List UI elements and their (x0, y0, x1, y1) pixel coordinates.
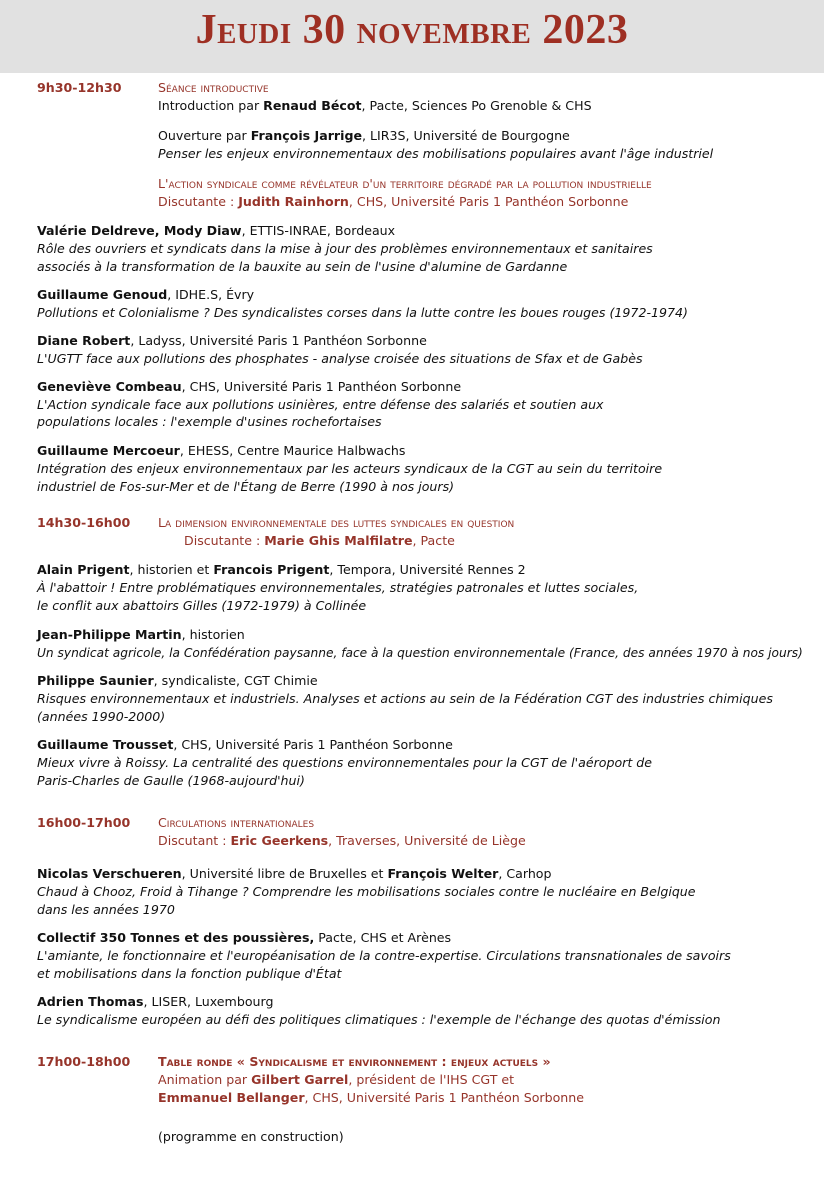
talk-title: populations locales : l'exemple d'usines rochefortaises (37, 414, 382, 429)
speaker-name: Geneviève Combeau (37, 379, 182, 394)
speaker-name: Francois Prigent (213, 562, 330, 577)
discussant-line (158, 193, 628, 211)
speaker-name: Adrien Thomas (37, 994, 144, 1009)
speaker-affiliation: , Carhop (498, 866, 552, 881)
speaker-name: Diane Robert (37, 333, 131, 348)
talk-title: industriel de Fos-sur-Mer et de l'Étang de Berre (1990 à nos jours) (37, 479, 455, 494)
moderator-name: Gilbert Garrel (251, 1072, 349, 1087)
moderator-line (158, 1089, 584, 1107)
talk-title: associés à la transformation de la bauxite au sein de l'usine d'alumine de Gardanne (37, 259, 568, 274)
speaker-name: Philippe Saunier (37, 673, 154, 688)
speaker-line (37, 442, 405, 460)
intro-line (158, 97, 592, 115)
speaker-name: Collectif 350 Tonnes et des poussières, (37, 930, 315, 945)
speaker-line (37, 865, 552, 883)
speaker-name: Renaud Bécot (263, 98, 362, 113)
session-time: 9h30-12h30 (37, 80, 122, 95)
talk-title: et mobilisations dans la fonction publique d'État (37, 966, 342, 981)
speaker-affiliation: , ETTIS-INRAE, Bordeaux (241, 223, 396, 238)
speaker-affiliation: , Ladyss, Université Paris 1 Panthéon Sorbonne (130, 333, 427, 348)
moderator-line (158, 1071, 514, 1089)
speaker-affiliation: , historien et (129, 562, 214, 577)
speaker-line (37, 672, 318, 690)
speaker-affiliation: , LISER, Luxembourg (143, 994, 274, 1009)
speaker-affiliation: , Pacte, Sciences Po Grenoble & CHS (361, 98, 592, 113)
talk-title: Chaud à Chooz, Froid à Tihange ? Comprendre les mobilisations sociales contre le nucléaire en Belgique (37, 884, 696, 899)
speaker-affiliation: , LIR3S, Université de Bourgogne (362, 128, 570, 143)
speaker-line (37, 626, 245, 644)
speaker-affiliation: , CHS, Université Paris 1 Panthéon Sorbonne (181, 379, 462, 394)
discussant-name: Judith Rainhorn (238, 194, 349, 209)
discussant-line (184, 532, 455, 550)
speaker-affiliation: Pacte, CHS et Arènes (314, 930, 452, 945)
speaker-affiliation: , Université libre de Bruxelles et (181, 866, 388, 881)
speaker-affiliation: , Tempora, Université Rennes 2 (329, 562, 526, 577)
theme-heading: La dimension environnementale des luttes syndicales en question (158, 515, 515, 530)
talk-title: Pollutions et Colonialisme ? Des syndicalistes corses dans la lutte contre les boues rouges (1972-1974) (37, 305, 688, 320)
talk-title: le conflit aux abattoirs Gilles (1972-1979) à Collinée (37, 598, 367, 613)
talk-title: L'Action syndicale face aux pollutions usinières, entre défense des salariés et soutien aux (37, 397, 604, 412)
speaker-affiliation: , IDHE.S, Évry (167, 287, 255, 302)
speaker-name: Guillaume Genoud (37, 287, 168, 302)
page-title: Jeudi 30 novembre 2023 (195, 7, 629, 53)
session-time: 14h30-16h00 (37, 515, 131, 530)
talk-title: L'UGTT face aux pollutions des phosphates - analyse croisée des situations de Sfax et de Gabès (37, 351, 643, 366)
talk-title: (années 1990-2000) (37, 709, 166, 724)
speaker-name: Guillaume Mercoeur (37, 443, 180, 458)
theme-heading: L'action syndicale comme révélateur d'un territoire dégradé par la pollution industrielle (158, 176, 652, 191)
speaker-affiliation: , syndicaliste, CGT Chimie (153, 673, 318, 688)
discussant-name: Eric Geerkens (230, 833, 329, 848)
moderator-affiliation: , président de l'IHS CGT et (348, 1072, 515, 1087)
talk-title: Risques environnementaux et industriels. Analyses et actions au sein de la Fédération CGT des industries chimiques (37, 691, 773, 706)
opening-prefix: Ouverture par (158, 128, 251, 143)
speaker-name: François Jarrige (250, 128, 363, 143)
discussant-prefix: Discutante : (158, 194, 239, 209)
moderator-name: Emmanuel Bellanger (158, 1090, 305, 1105)
talk-title: Rôle des ouvriers et syndicats dans la mise à jour des problèmes environnementaux et sanitaires (37, 241, 653, 256)
discussant-name: Marie Ghis Malfilatre (264, 533, 413, 548)
speaker-line (37, 736, 453, 754)
speaker-line (37, 222, 395, 240)
speaker-affiliation: , CHS, Université Paris 1 Panthéon Sorbonne (173, 737, 453, 752)
discussant-affiliation: , CHS, Université Paris 1 Panthéon Sorbonne (348, 194, 629, 209)
discussant-prefix: Discutant : (158, 833, 231, 848)
speaker-name: Alain Prigent (37, 562, 130, 577)
speaker-line (37, 561, 526, 579)
theme-heading: Circulations internationales (158, 815, 315, 830)
speaker-affiliation: , historien (181, 627, 245, 642)
moderator-affiliation: , CHS, Université Paris 1 Panthéon Sorbonne (304, 1090, 585, 1105)
discussant-affiliation: , Pacte (412, 533, 455, 548)
speaker-line (37, 332, 427, 350)
speaker-line (37, 378, 461, 396)
speaker-line (37, 993, 273, 1011)
talk-title: Penser les enjeux environnementaux des mobilisations populaires avant l'âge industriel (158, 146, 714, 161)
discussant-line (158, 832, 526, 850)
talk-title: Mieux vivre à Roissy. La centralité des questions environnementales pour la CGT de l'aéroport de (37, 755, 653, 770)
discussant-prefix: Discutante : (184, 533, 265, 548)
speaker-line (37, 929, 451, 947)
speaker-name: Jean-Philippe Martin (37, 627, 182, 642)
theme-heading: Table ronde « Syndicalisme et environnement : enjeux actuels » (158, 1054, 551, 1069)
talk-title: Intégration des enjeux environnementaux par les acteurs syndicaux de la CGT au sein du territoire (37, 461, 663, 476)
speaker-name: François Welter (387, 866, 499, 881)
session-time: 16h00-17h00 (37, 815, 131, 830)
program-note: (programme en construction) (158, 1129, 344, 1144)
session-time: 17h00-18h00 (37, 1054, 131, 1069)
session-heading: Séance introductive (158, 80, 269, 95)
talk-title: Paris-Charles de Gaulle (1968-aujourd'hui) (37, 773, 305, 788)
speaker-name: Valérie Deldreve, Mody Diaw (37, 223, 242, 238)
talk-title: L'amiante, le fonctionnaire et l'européanisation de la contre-expertise. Circulations transnationales de savoirs (37, 948, 731, 963)
discussant-affiliation: , Traverses, Université de Liège (328, 833, 526, 848)
intro-prefix: Introduction par (158, 98, 264, 113)
speaker-name: Nicolas Verschueren (37, 866, 182, 881)
speaker-name: Guillaume Trousset (37, 737, 174, 752)
speaker-line (37, 286, 254, 304)
moderator-prefix: Animation par (158, 1072, 252, 1087)
talk-title: dans les années 1970 (37, 902, 175, 917)
talk-title: À l'abattoir ! Entre problématiques environnementales, stratégies patronales et luttes sociales, (37, 580, 639, 595)
talk-title: Le syndicalisme européen au défi des politiques climatiques : l'exemple de l'échange des quotas d'émission (37, 1012, 721, 1027)
talk-title: Un syndicat agricole, la Confédération paysanne, face à la question environnementale (France, des années 1970 à nos jours) (37, 646, 803, 660)
opening-line (158, 127, 570, 145)
speaker-affiliation: , EHESS, Centre Maurice Halbwachs (179, 443, 406, 458)
